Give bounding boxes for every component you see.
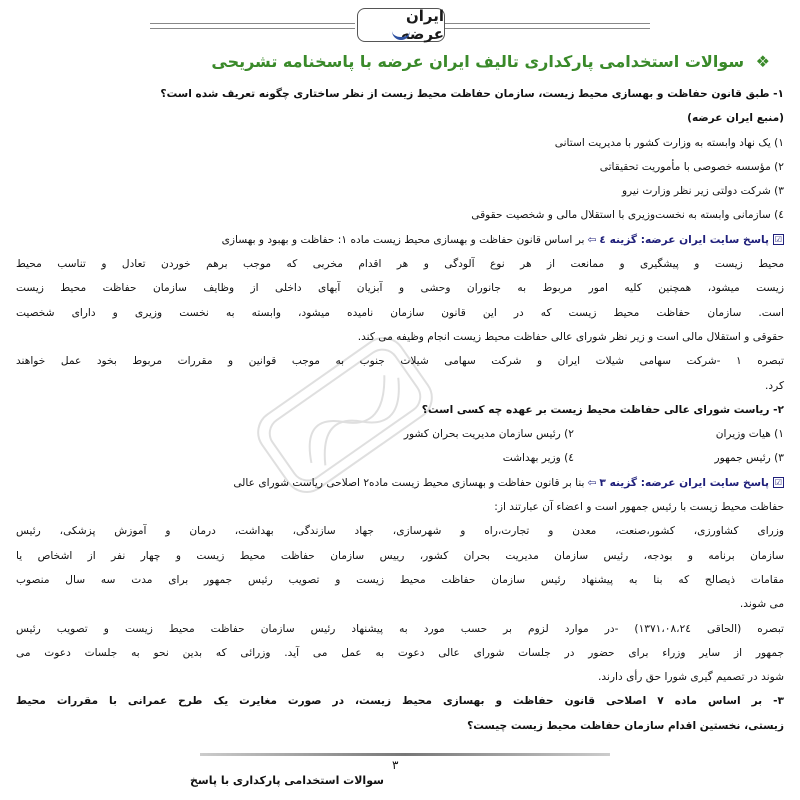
q1-option-4: ٤) سازمانی وابسته به نخست‌وزیری با استقلال مالی و شخصیت حقوقی <box>471 209 784 222</box>
q2-answer-label: پاسخ سایت ایران عرضه: گزینه ۳ <box>599 476 769 489</box>
q1-note-line-2: کرد. <box>765 379 784 392</box>
q1-answer <box>16 228 784 252</box>
q1-note-line-1: تبصره ۱ -شرکت سهامی شیلات ایران و شرکت سهامی شیلات جنوب به موجب قوانین و مقررات مربوط بخود عمل خواهند <box>16 355 784 368</box>
page-title <box>211 52 770 71</box>
q2-answer-text: بنا بر قانون حفاظت و بهسازی محیط زیست ماده۲ اصلاحی ریاست شورای عالی <box>233 476 585 489</box>
q2-option-1: ۱) هیات وزیران <box>715 428 784 441</box>
q2-option-4: ٤) وزیر بهداشت <box>502 452 574 465</box>
q1-source: (منبع ایران عرضه) <box>687 112 784 125</box>
q1-answer-line-5: حقوقی و استقلال مالی است و زیر نظر شورای عالی حفاظت محیط زیست انجام وظیفه می کند. <box>357 330 784 343</box>
header-rule-right <box>445 23 650 29</box>
page-header <box>0 8 800 42</box>
q1-answer-line-4: است. سازمان حفاظت محیط زیست که در این قانون سازمان نامیده میشود، وابسته به نخست وزیری و دارای شخصیت <box>16 306 784 319</box>
q2-answer-line-3: وزرای کشاورزی، کشور،صنعت، معدن و تجارت،راه و شهرسازی، جهاد سازندگی، بهداشت، درمان و آموزش پزشکی، رئیس <box>16 525 784 538</box>
q2-option-3: ۳) رئیس جمهور <box>714 452 784 465</box>
q2-answer-line-2: حفاظت محیط زیست با رئیس جمهور است و اعضاء آن عبارتند از: <box>494 501 784 514</box>
q1-option-3: ۳) شرکت دولتی زیر نظر وزارت نیرو <box>621 185 784 198</box>
q1-answer-label: پاسخ سایت ایران عرضه: گزینه ٤ <box>599 233 769 246</box>
footer-rule <box>200 753 610 756</box>
q2-question: ۲- ریاست شورای عالی حفاظت محیط زیست بر عهده چه کسی است؟ <box>421 403 784 416</box>
q3-question-line-2: زیستی، نخستین اقدام سازمان حفاظت محیط زیست چیست؟ <box>467 719 784 732</box>
q1-answer-line-3: زیست میشود، همچنین کلیه امور مربوط به جانوران وحشی و آبزیان آبهای داخلی از وظایف سازمان حفاظت محیط زیست <box>16 282 784 295</box>
q3-question-line-1: ۳- بر اساس ماده ۷ اصلاحی قانون حفاظت و بهسازی محیط زیست، در صورت مغایرت یک طرح عمرانی با مقررات محیط <box>16 695 785 708</box>
q1-answer-text: بر اساس قانون حفاظت و بهسازی محیط زیست ماده ۱: حفاظت و بهبود و بهسازی <box>221 233 585 246</box>
q2-options-row-2 <box>16 446 784 470</box>
q2-answer-line-6: می شوند. <box>739 598 784 611</box>
q2-note-line-3: شوند در تصمیم گیری شورا حق رأی دارند. <box>598 671 784 684</box>
q2-answer-line-5: مقامات ذیصالح که بنا به پیشنهاد رئیس سازمان حفاظت محیط زیست و تصویب رئیس جمهور برای مدت سه سال منصوب <box>16 573 784 586</box>
q1-question: ۱- طبق قانون حفاظت و بهسازی محیط زیست، سازمان حفاظت محیط زیست از نظر ساختاری چگونه تعریف شده است؟ <box>160 88 784 100</box>
q2-option-2: ۲) رئیس سازمان مدیریت بحران کشور <box>403 428 574 441</box>
document-content <box>16 82 784 738</box>
q2-note-line-1: تبصره (الحاقی ۱۳۷۱،۰۸،۲٤) -در موارد لزوم بر حسب مورد به پیشنهاد رئیس سازمان حفاظت محیط زیست و تصویب رئیس <box>16 622 784 635</box>
q2-answer-line-4: سازمان برنامه و بودجه، رئیس سازمان مدیریت بحران کشور، رییس سازمان حفاظت محیط زیست و چهار نفر از اشخاص یا <box>16 549 784 562</box>
bullet-icon: ❖ <box>755 52 770 71</box>
logo-text: ایران عرضه <box>400 7 444 43</box>
title-text: سوالات استخدامی پارکداری تالیف ایران عرضه با پاسخنامه تشریحی <box>211 52 745 71</box>
checkbox-icon: ☑ <box>774 478 783 488</box>
q2-note-line-2: جمهور از سایر وزراء برای حضور در جلسات شورای عالی دعوت به عمل می آید. وزرائی که بدین نحو به جلسات دعوت می <box>16 646 784 659</box>
page-number: ۳ <box>392 758 399 772</box>
q1-option-1: ۱) یک نهاد وابسته به وزارت کشور با مدیریت استانی <box>554 136 784 149</box>
arrow-left-icon: ⇦ <box>587 476 597 489</box>
header-rule-left <box>150 23 355 29</box>
q1-answer-line-2: محیط زیست و پیشگیری و ممانعت از هر نوع آلودگی و هر اقدام مخربی که موجب برهم خوردن تعادل و تناسب محیط <box>16 258 784 271</box>
q2-options-row-1 <box>16 422 784 446</box>
iran-arze-logo <box>357 8 445 42</box>
arrow-left-icon: ⇦ <box>587 233 597 246</box>
checkbox-icon: ☑ <box>774 235 783 245</box>
q1-option-2: ۲) مؤسسه خصوصی با مأموریت تحقیقاتی <box>599 160 784 173</box>
q2-answer <box>16 471 784 495</box>
footer-title: سوالات استخدامی پارکداری با پاسخ <box>190 774 384 787</box>
